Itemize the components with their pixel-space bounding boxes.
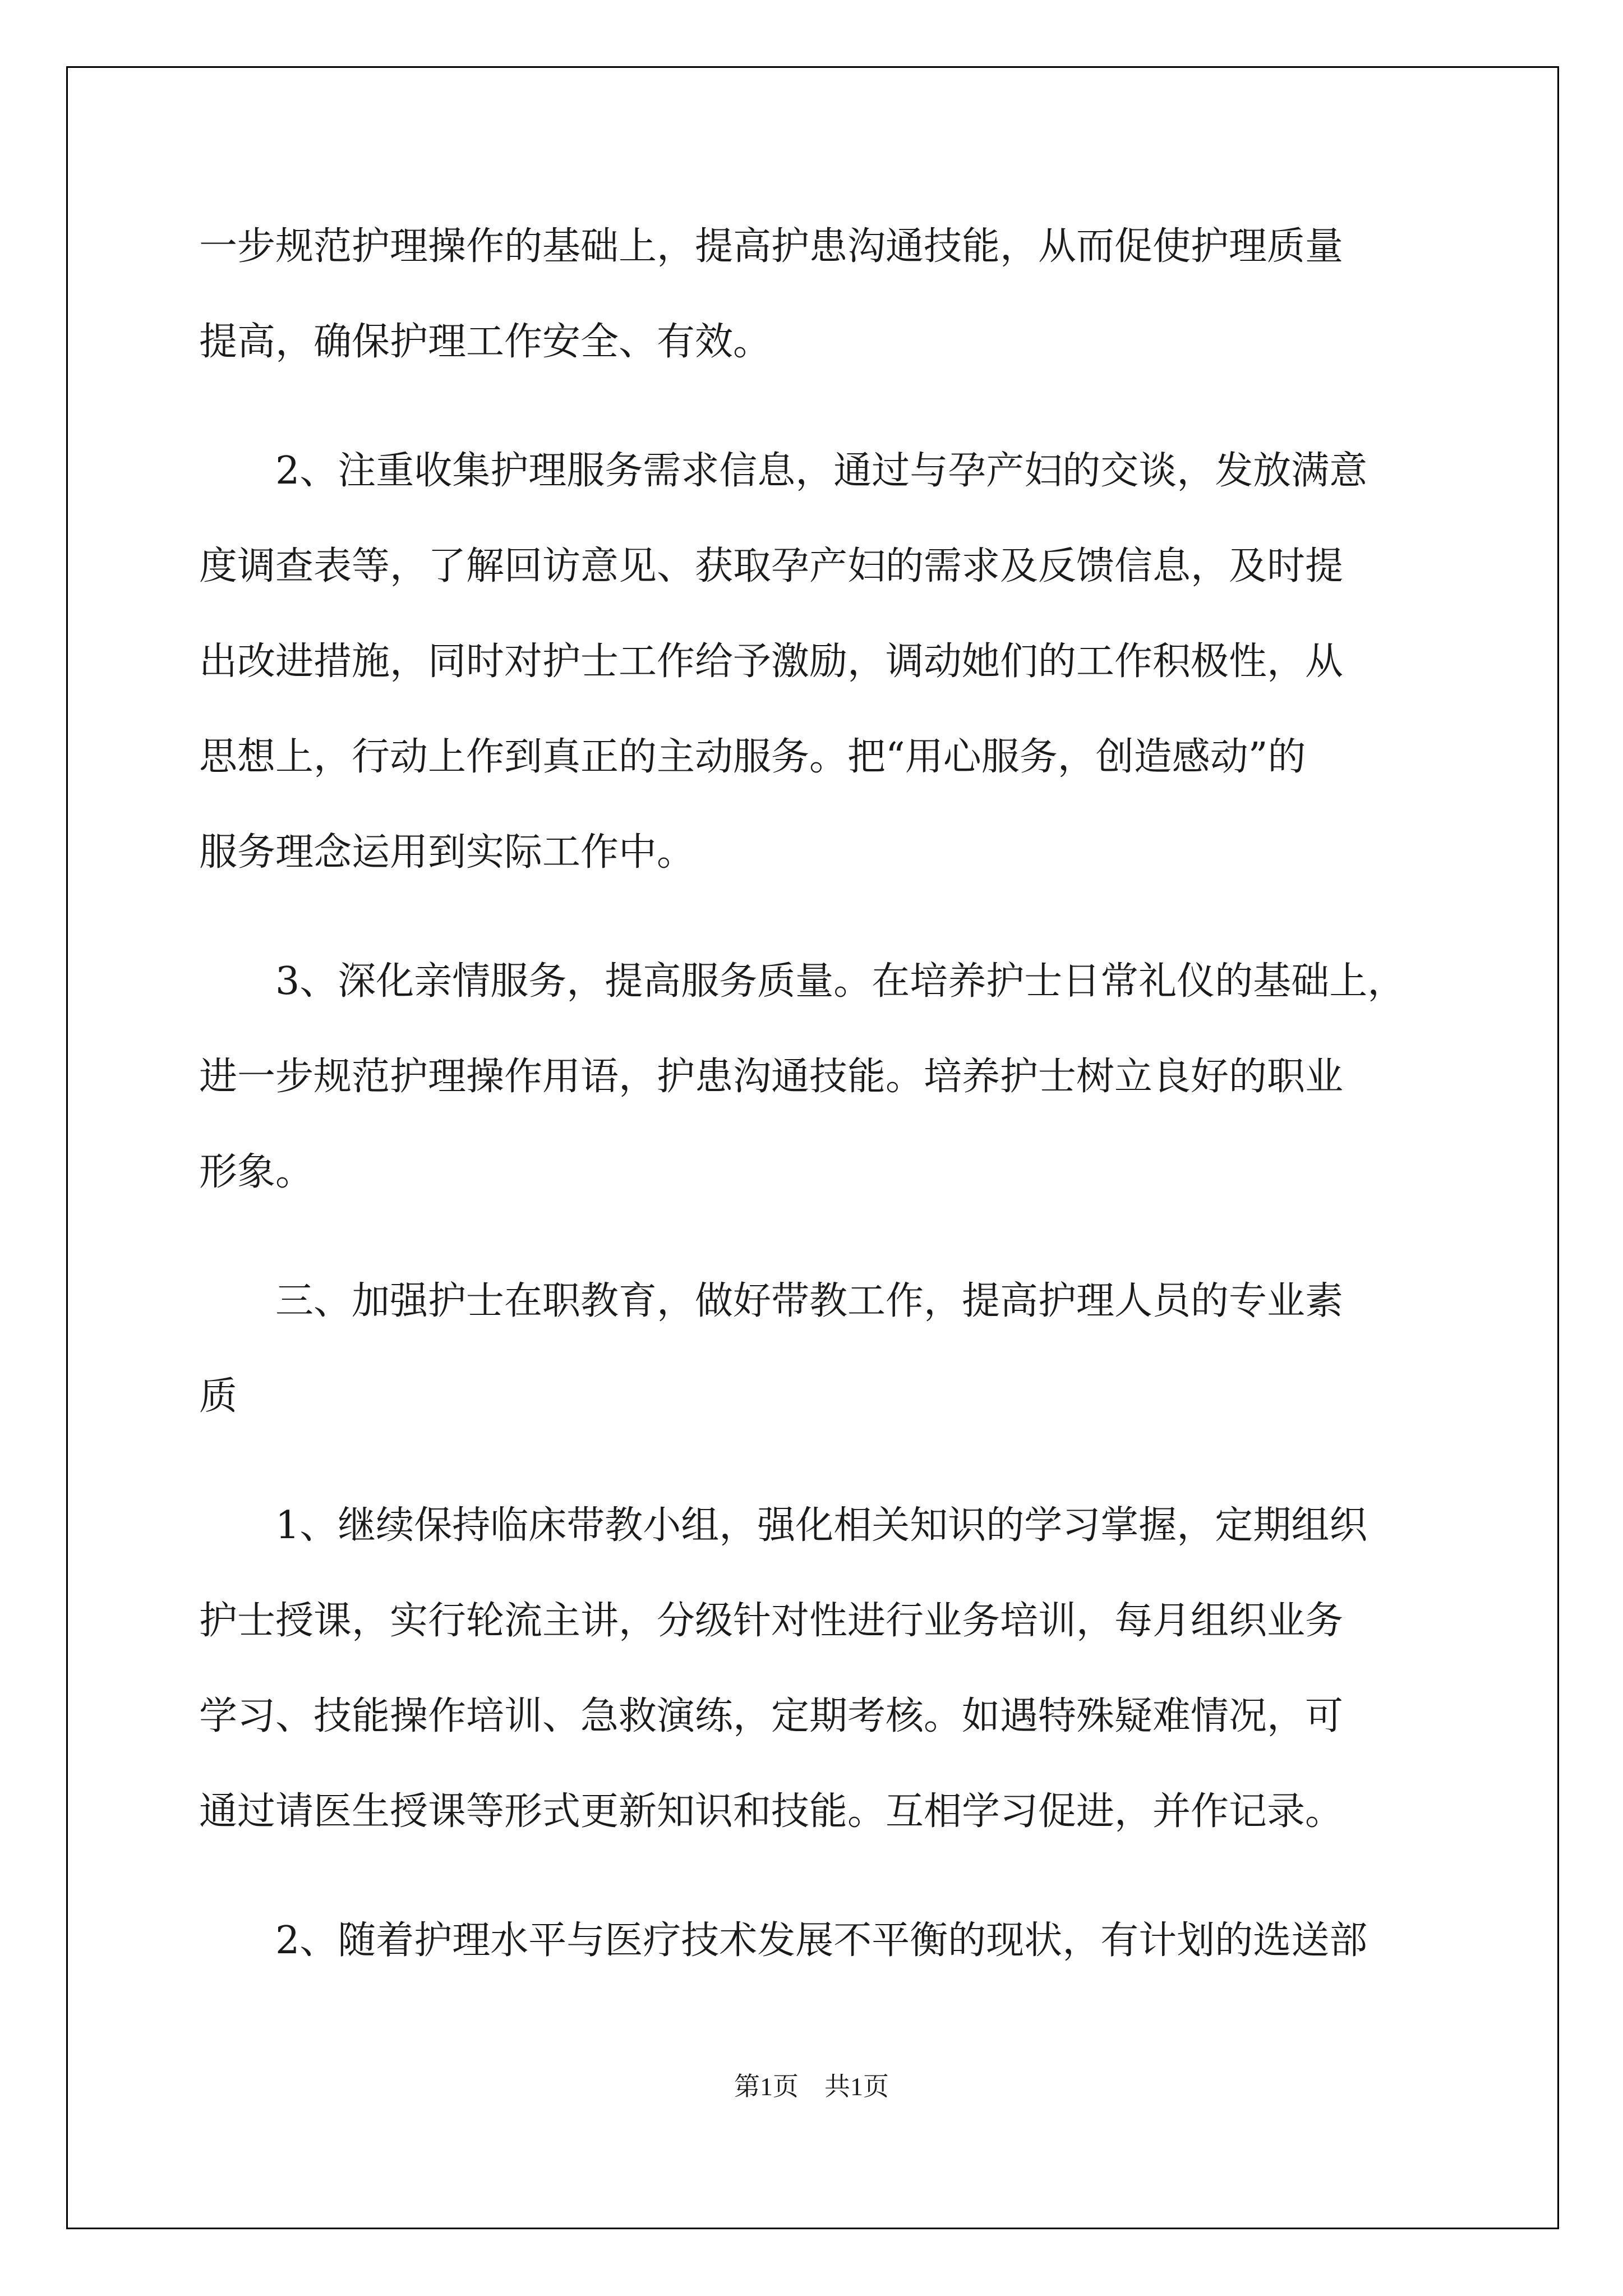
paragraph-line: 护士授课，实行轮流主讲，分级针对性进行业务培训，每月组织业务 xyxy=(199,1599,1344,1643)
paragraph-line: 一步规范护理操作的基础上，提高护患沟通技能，从而促使护理质量 xyxy=(199,224,1344,269)
paragraph-line: 提高，确保护理工作安全、有效。 xyxy=(199,320,772,364)
paragraph-line: 2、随着护理水平与医疗技术发展不平衡的现状，有计划的选送部 xyxy=(275,1918,1368,1963)
page-footer: 第1页 共1页 xyxy=(734,2072,889,2101)
paragraph-line: 服务理念运用到实际工作中。 xyxy=(199,830,695,875)
paragraph-line: 度调查表等，了解回访意见、获取孕产妇的需求及反馈信息，及时提 xyxy=(199,544,1344,588)
paragraph-line: 形象。 xyxy=(199,1150,314,1194)
paragraph-line: 3、深化亲情服务，提高服务质量。在培养护士日常礼仪的基础上， xyxy=(275,959,1406,1004)
paragraph-line: 2、注重收集护理服务需求信息，通过与孕产妇的交谈，发放满意 xyxy=(275,449,1368,493)
paragraph-line: 学习、技能操作培训、急救演练，定期考核。如遇特殊疑难情况，可 xyxy=(199,1694,1344,1738)
paragraph-line: 通过请医生授课等形式更新知识和技能。互相学习促进，并作记录。 xyxy=(199,1789,1344,1834)
paragraph-line: 思想上，行动上作到真正的主动服务。把“用心服务，创造感动”的 xyxy=(199,735,1306,779)
paragraph-line: 进一步规范护理操作用语，护患沟通技能。培养护士树立良好的职业 xyxy=(199,1055,1344,1099)
paragraph-line: 出改进措施，同时对护士工作给予激励，调动她们的工作积极性，从 xyxy=(199,639,1344,684)
section-heading-line: 三、加强护士在职教育，做好带教工作，提高护理人员的专业素 xyxy=(275,1279,1344,1323)
section-heading-line: 质 xyxy=(199,1374,238,1419)
paragraph-line: 1、继续保持临床带教小组，强化相关知识的学习掌握，定期组织 xyxy=(275,1503,1368,1548)
